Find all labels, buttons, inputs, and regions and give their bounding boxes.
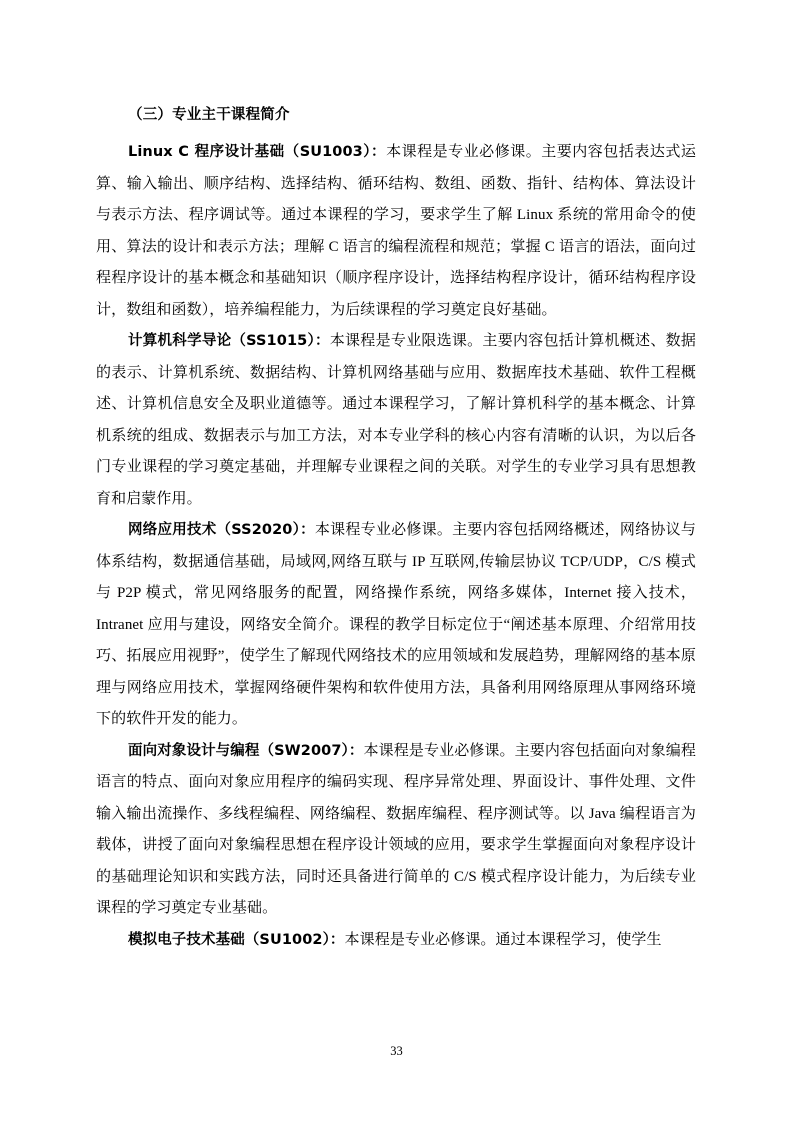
course-paragraph	[96, 925, 696, 957]
course-body: 本课程是专业必修课。通过本课程学习，使学生	[344, 931, 662, 948]
course-body: 本课程是专业限选课。主要内容包括计算机概述、数据的表示、计算机系统、数据结构、计算机网络基础与应用、数据库技术基础、软件工程概述、计算机信息安全及职业道德等。通过本课程学习，了解计算机科学的基本概念、计算机系统的组成、数据表示与加工方法，对本专业学科的核心内容有清晰的认识，为以后各门专业课程的学习奠定基础，并理解专业课程之间的关联。对学生的专业学习具有思想教育和启蒙作用。	[96, 333, 696, 507]
page-number: 33	[390, 1044, 403, 1058]
course-title: 模拟电子技术基础（SU1002）：	[128, 931, 345, 948]
course-body: 本课程专业必修课。主要内容包括网络概述，网络协议与体系结构，数据通信基础，局域网,网络互联与 IP 互联网,传输层协议 TCP/UDP，C/S 模式与 P2P 模式，常见网络服务的配置，网络操作系统，网络多媒体，Internet 接入技术，Intranet 应用与建设，网络安全简介。课程的教学目标定位于“阐述基本原理、介绍常用技巧、拓展应用视野”，使学生了解现代网络技术的应用领域和发展趋势，理解网络的基本原理与网络应用技术，掌握网络硬件架构和软件使用方法，具备利用网络原理从事网络环境下的软件开发的能力。	[96, 522, 696, 728]
course-title: Linux C 程序设计基础（SU1003）：	[128, 144, 387, 161]
course-body: 本课程是专业必修课。主要内容包括表达式运算、输入输出、顺序结构、选择结构、循环结构、数组、函数、指针、结构体、算法设计与表示方法、程序调试等。通过本课程的学习，要求学生了解 Linux 系统的常用命令的使用、算法的设计和表示方法；理解 C 语言的编程流程和规范；掌握 C 语言的语法，面向过程程序设计的基本概念和基础知识（顺序程序设计，选择结构程序设计，循环结构程序设计，数组和函数），培养编程能力，为后续课程的学习奠定良好基础。	[96, 144, 696, 318]
course-paragraph	[96, 736, 696, 925]
course-paragraph	[96, 515, 696, 736]
course-title: 网络应用技术（SS2020）：	[128, 522, 315, 539]
section-heading: （三）专业主干课程简介	[128, 107, 290, 123]
course-body: 本课程是专业必修课。主要内容包括面向对象编程语言的特点、面向对象应用程序的编码实现、程序异常处理、界面设计、事件处理、文件输入输出流操作、多线程编程、网络编程、数据库编程、程序测试等。以 Java 编程语言为载体，讲授了面向对象编程思想在程序设计领域的应用，要求学生掌握面向对象程序设计的基础理论知识和实践方法，同时还具备进行简单的 C/S 模式程序设计能力，为后续专业课程的学习奠定专业基础。	[96, 742, 696, 917]
page-content	[96, 104, 696, 956]
course-paragraph	[96, 137, 696, 326]
course-paragraph	[96, 326, 696, 515]
course-title: 面向对象设计与编程（SW2007）：	[128, 742, 364, 759]
course-title: 计算机科学导论（SS1015）：	[128, 333, 330, 350]
